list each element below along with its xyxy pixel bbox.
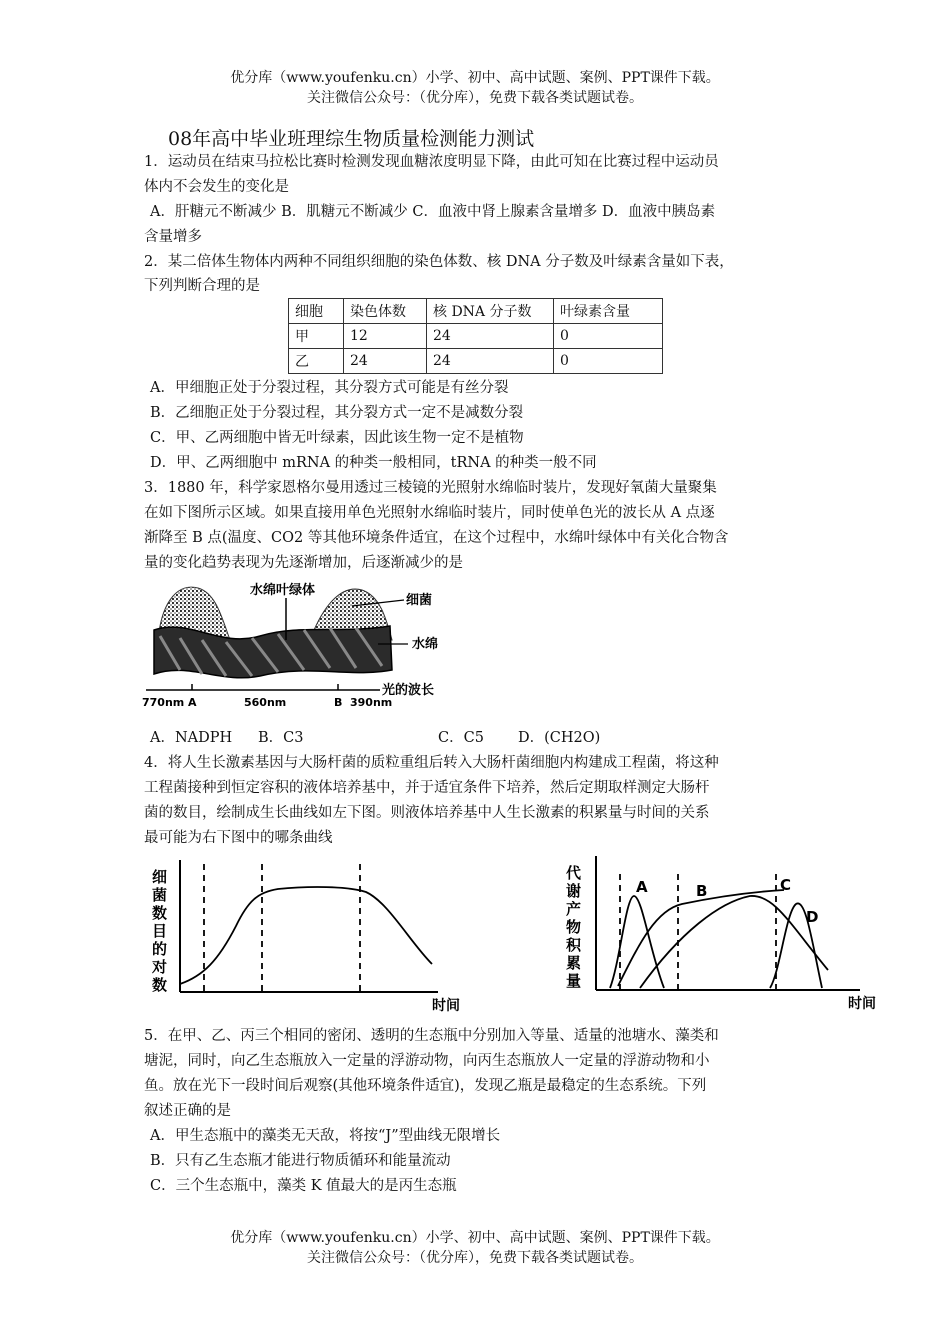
table-header-row (289, 299, 663, 324)
q3-spirogyra-figure (140, 578, 450, 713)
q4-stem-4: 最可能为右下图中的哪条曲线 (144, 830, 333, 846)
ylabel-char: 谢 (566, 882, 582, 900)
q2-stem-2: 下列判断合理的是 (144, 278, 260, 294)
table-header-cell: 染色体数 (344, 299, 427, 324)
table-row (289, 349, 663, 374)
q3-option-b: B．C3 (258, 730, 304, 746)
ylabel-char: 对 (152, 958, 168, 976)
q5-stem-3: 鱼。放在光下一段时间后观察(其他环境条件适宜)，发现乙瓶是最稳定的生态系统。下列 (144, 1078, 707, 1094)
footer-line-2: 关注微信公众号：（优分库），免费下载各类试题试卷。 (307, 1250, 643, 1266)
ylabel-char: 的 (152, 940, 168, 958)
table-header-cell: 细胞 (289, 299, 344, 324)
curve-label-a: A (636, 878, 648, 896)
q3-stem-2: 在如下图所示区域。如果直接用单色光照射水绵临时装片，同时使单色光的波长从 A 点逐 (144, 505, 715, 521)
q4-stem-1: 4．将人生长激素基因与大肠杆菌的质粒重组后转入大肠杆菌细胞内构建成工程菌，将这种 (144, 755, 719, 771)
q4-stem-2: 工程菌接种到恒定容积的液体培养基中，并于适宜条件下培养，然后定期取样测定大肠杆 (144, 780, 710, 796)
curve-label-d: D (806, 908, 819, 926)
tick-560: 560nm (244, 696, 287, 709)
q3-stem-1: 3．1880 年，科学家恩格尔曼用透过三棱镜的光照射水绵临时装片，发现好氧菌大量聚集 (144, 480, 717, 496)
q2-option-c: C．甲、乙两细胞中皆无叶绿素，因此该生物一定不是植物 (150, 430, 524, 446)
ylabel-char: 累 (566, 954, 582, 972)
q1-stem-2: 体内不会发生的变化是 (144, 179, 289, 195)
footer-line-1: 优分库（www.youfenku.cn）小学、初中、高中试题、案例、PPT课件下载。 (230, 1230, 720, 1246)
label-wavelength: 光的波长 (382, 683, 435, 698)
q5-option-b: B．只有乙生态瓶才能进行物质循环和能量流动 (150, 1153, 451, 1169)
q3-stem-4: 量的变化趋势表现为先逐渐增加，后逐渐减少的是 (144, 555, 463, 571)
tick-a-label: A (188, 696, 197, 709)
q2-option-a: A．甲细胞正处于分裂过程，其分裂方式可能是有丝分裂 (150, 380, 509, 396)
q5-option-a: A．甲生态瓶中的藻类无天敌，将按“J”型曲线无限增长 (150, 1128, 501, 1144)
table-cell: 0 (554, 349, 663, 374)
table-cell: 24 (344, 349, 427, 374)
label-spirogyra: 水绵 (412, 637, 439, 652)
table-header-cell: 核 DNA 分子数 (427, 299, 554, 324)
header-line-2: 关注微信公众号：（优分库），免费下载各类试题试卷。 (307, 90, 643, 106)
ylabel-char: 数 (152, 904, 168, 922)
label-chloroplast: 水绵叶绿体 (250, 583, 316, 598)
table-cell: 0 (554, 324, 663, 349)
q5-stem-4: 叙述正确的是 (144, 1103, 231, 1119)
q1-options-1: A．肝糖元不断减少 B．肌糖元不断减少 C．血液中肾上腺素含量增多 D．血液中胰岛素 (150, 204, 716, 220)
y-axis-label (151, 868, 167, 994)
q2-table (288, 298, 663, 374)
ylabel-char: 积 (566, 936, 582, 954)
growth-curve (180, 887, 432, 984)
label-bacteria: 细菌 (406, 593, 433, 608)
tick-390: 390nm (350, 696, 393, 709)
ylabel-char: 代 (566, 864, 582, 882)
ylabel-char: 物 (566, 918, 582, 936)
q1-options-2: 含量增多 (144, 229, 202, 245)
q3-option-c: C．C5 (438, 730, 484, 746)
ylabel-char: 产 (566, 900, 582, 918)
curve-label-b: B (696, 882, 708, 900)
header-line-1: 优分库（www.youfenku.cn）小学、初中、高中试题、案例、PPT课件下载。 (230, 70, 720, 86)
q4-stem-3: 菌的数目，绘制成生长曲线如左下图。则液体培养基中人生长激素的积累量与时间的关系 (144, 805, 710, 821)
table-cell: 24 (427, 324, 554, 349)
q3-option-a: A．NADPH (150, 730, 233, 746)
table-cell: 乙 (289, 349, 344, 374)
page-title: 08年高中毕业班理综生物质量检测能力测试 (168, 128, 535, 150)
table-header-cell: 叶绿素含量 (554, 299, 663, 324)
ylabel-char: 细 (152, 868, 168, 886)
q2-option-b: B．乙细胞正处于分裂过程，其分裂方式一定不是减数分裂 (150, 405, 524, 421)
table-cell: 12 (344, 324, 427, 349)
table-cell: 24 (427, 349, 554, 374)
table-cell: 甲 (289, 324, 344, 349)
q2-stem-1: 2．某二倍体生物体内两种不同组织细胞的染色体数、核 DNA 分子数及叶绿素含量如下表， (144, 254, 734, 270)
q5-stem-1: 5．在甲、乙、丙三个相同的密闭、透明的生态瓶中分别加入等量、适量的池塘水、藻类和 (144, 1028, 719, 1044)
x-axis-label: 时间 (848, 996, 876, 1012)
q3-stem-3: 渐降至 B 点(温度、CO2 等其他环境条件适宜，在这个过程中，水绵叶绿体中有关化合物含 (144, 530, 729, 546)
tick-b-label: B (334, 696, 343, 709)
curve-a (610, 896, 664, 988)
q5-stem-2: 塘泥，同时，向乙生态瓶放入一定量的浮游动物，向丙生态瓶放人一定量的浮游动物和小 (144, 1053, 710, 1069)
q3-option-d: D．(CH2O) (518, 730, 601, 746)
y-axis-label (566, 864, 582, 990)
growth-curve-chart (148, 856, 468, 1016)
table-row (289, 324, 663, 349)
curve-b (618, 890, 784, 986)
q1-stem-1: 1．运动员在结束马拉松比赛时检测发现血糖浓度明显下降，由此可知在比赛过程中运动员 (144, 154, 719, 170)
ylabel-char: 数 (152, 976, 168, 994)
ylabel-char: 目 (152, 922, 168, 940)
q2-option-d: D．甲、乙两细胞中 mRNA 的种类一般相同，tRNA 的种类一般不同 (150, 455, 597, 471)
tick-770: 770nm (142, 696, 185, 709)
ylabel-char: 量 (566, 972, 582, 990)
q5-option-c: C．三个生态瓶中，藻类 K 值最大的是丙生态瓶 (150, 1178, 457, 1194)
metabolite-chart (560, 852, 890, 1016)
ylabel-char: 菌 (152, 886, 168, 904)
curve-label-c: C (780, 876, 792, 894)
x-axis-label: 时间 (432, 998, 460, 1014)
